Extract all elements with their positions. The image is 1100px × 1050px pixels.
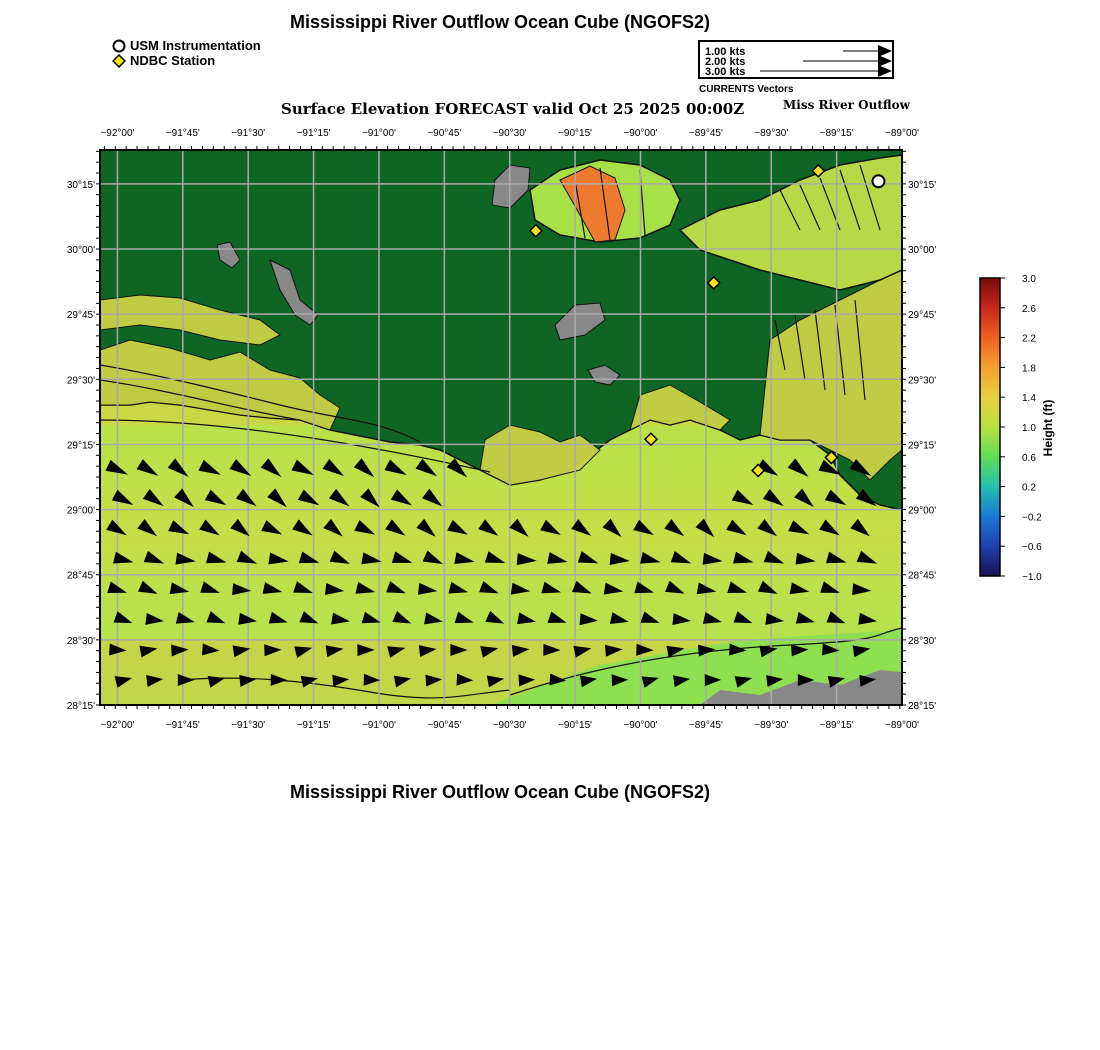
lon-label-bottom: −90°30' xyxy=(492,720,527,731)
lat-label-left: 28°15' xyxy=(66,701,95,712)
lon-label-bottom: −91°00' xyxy=(361,720,396,731)
lat-label-right: 28°30' xyxy=(908,635,937,647)
colorbar-tick-label: 1.4 xyxy=(1022,393,1036,405)
vector-key xyxy=(698,40,894,79)
arrow-icon xyxy=(878,65,892,77)
lat-label-left: 29°45' xyxy=(66,310,95,322)
lat-label-right: 28°45' xyxy=(908,570,937,582)
lon-label-top: −91°30' xyxy=(231,128,266,139)
colorbar-tick-label: 0.2 xyxy=(1022,482,1036,494)
colorbar-tick-label: −1.0 xyxy=(1022,572,1042,583)
lon-label-bottom: −89°45' xyxy=(688,720,723,731)
region-label: Miss River Outflow xyxy=(783,98,910,112)
colorbar-tick-label: 1.0 xyxy=(1022,423,1036,434)
lat-label-right: 30°00' xyxy=(908,245,937,257)
legend-ndbc-label: NDBC Station xyxy=(130,53,216,68)
colorbar-tick-label: 2.6 xyxy=(1022,303,1036,315)
colorbar-segment xyxy=(980,397,1000,427)
lat-label-right: 29°15' xyxy=(908,440,937,452)
lon-label-top: −91°00' xyxy=(361,128,396,139)
lat-label-left: 29°30' xyxy=(66,375,95,387)
colorbar-segment xyxy=(980,546,1000,576)
colorbar-ticks xyxy=(1000,274,1042,583)
lat-label-left: 30°15' xyxy=(66,179,95,191)
lon-label-bottom: −89°30' xyxy=(754,720,789,731)
colorbar-segment xyxy=(980,487,1000,517)
colorbar-segment xyxy=(980,308,1000,338)
map-title-bottom: Mississippi River Outflow Ocean Cube (NGOFS2) xyxy=(289,782,711,802)
diamond-icon xyxy=(112,54,126,68)
vector-key-row-1: 1.00 kts xyxy=(705,46,746,58)
lon-label-top: −90°45' xyxy=(427,128,462,139)
legend-ndbc xyxy=(112,53,215,68)
lon-label-bottom: −90°45' xyxy=(427,720,462,731)
legend-usm-label: USM Instrumentation xyxy=(130,38,261,53)
colorbar-segment xyxy=(980,427,1000,457)
colorbar-tick-label: 3.0 xyxy=(1022,274,1036,285)
colorbar-scale xyxy=(980,278,1000,577)
arrow-icon xyxy=(878,45,892,57)
map-title: Mississippi River Outflow Ocean Cube (NGOFS2) xyxy=(289,12,711,32)
lon-label-bottom: −90°00' xyxy=(623,720,658,731)
lon-label-top: −91°15' xyxy=(296,128,331,139)
lat-label-left: 29°00' xyxy=(66,505,95,517)
colorbar-segment xyxy=(980,278,1000,308)
lon-label-bottom: −91°15' xyxy=(296,720,331,731)
vector-key-caption: CURRENTS Vectors xyxy=(699,84,794,95)
vector-key-row-2: 2.00 kts xyxy=(705,56,746,68)
lon-label-top: −90°00' xyxy=(623,128,658,139)
lon-label-top: −90°30' xyxy=(492,128,527,139)
colorbar-segment xyxy=(980,367,1000,397)
colorbar-tick-label: 2.2 xyxy=(1022,333,1036,345)
colorbar-tick-label: 0.6 xyxy=(1022,452,1036,464)
lon-label-bottom: −90°15' xyxy=(558,720,593,731)
lat-label-right: 29°30' xyxy=(908,375,937,387)
lon-label-top: −89°15' xyxy=(819,128,854,139)
lon-label-bottom: −91°45' xyxy=(165,720,200,731)
vector-key-row-3: 3.00 kts xyxy=(705,66,746,77)
usm-station-marker xyxy=(872,175,884,187)
lon-label-top: −90°15' xyxy=(558,128,593,139)
lat-label-right: 30°15' xyxy=(908,179,937,191)
colorbar-tick-label: 1.8 xyxy=(1022,363,1036,375)
lon-label-bottom: −89°00' xyxy=(885,720,919,731)
colorbar-segment xyxy=(980,516,1000,546)
lat-label-right: 29°45' xyxy=(908,310,937,322)
lat-label-left: 30°00' xyxy=(66,245,95,257)
colorbar-segment xyxy=(980,338,1000,368)
colorbar-tick-label: −0.6 xyxy=(1022,542,1042,554)
lon-label-bottom: −91°30' xyxy=(231,720,266,731)
lon-label-top: −89°00' xyxy=(885,128,919,139)
lon-label-bottom: −89°15' xyxy=(819,720,854,731)
lon-label-top: −92°00' xyxy=(100,128,135,139)
colorbar xyxy=(960,270,1080,590)
circle-icon xyxy=(112,39,126,53)
forecast-subtitle: Surface Elevation FORECAST valid Oct 25 2025 00:00Z xyxy=(281,100,745,118)
lat-label-right: 28°15' xyxy=(908,701,937,712)
lon-label-top: −91°45' xyxy=(165,128,200,139)
lon-label-top: −89°30' xyxy=(754,128,789,139)
legend-usm xyxy=(112,38,261,53)
vector-key-arrows xyxy=(700,42,892,77)
lon-label-bottom: −92°00' xyxy=(100,720,135,731)
arrow-icon xyxy=(878,55,892,67)
lat-label-left: 28°45' xyxy=(66,570,95,582)
lat-label-left: 29°15' xyxy=(66,440,95,452)
lon-label-top: −89°45' xyxy=(688,128,723,139)
lat-label-left: 28°30' xyxy=(66,635,95,647)
lat-label-right: 29°00' xyxy=(908,505,937,517)
map[interactable] xyxy=(40,120,940,740)
colorbar-segment xyxy=(980,457,1000,487)
colorbar-tick-label: −0.2 xyxy=(1022,512,1042,524)
colorbar-label: Height (ft) xyxy=(1041,399,1055,457)
